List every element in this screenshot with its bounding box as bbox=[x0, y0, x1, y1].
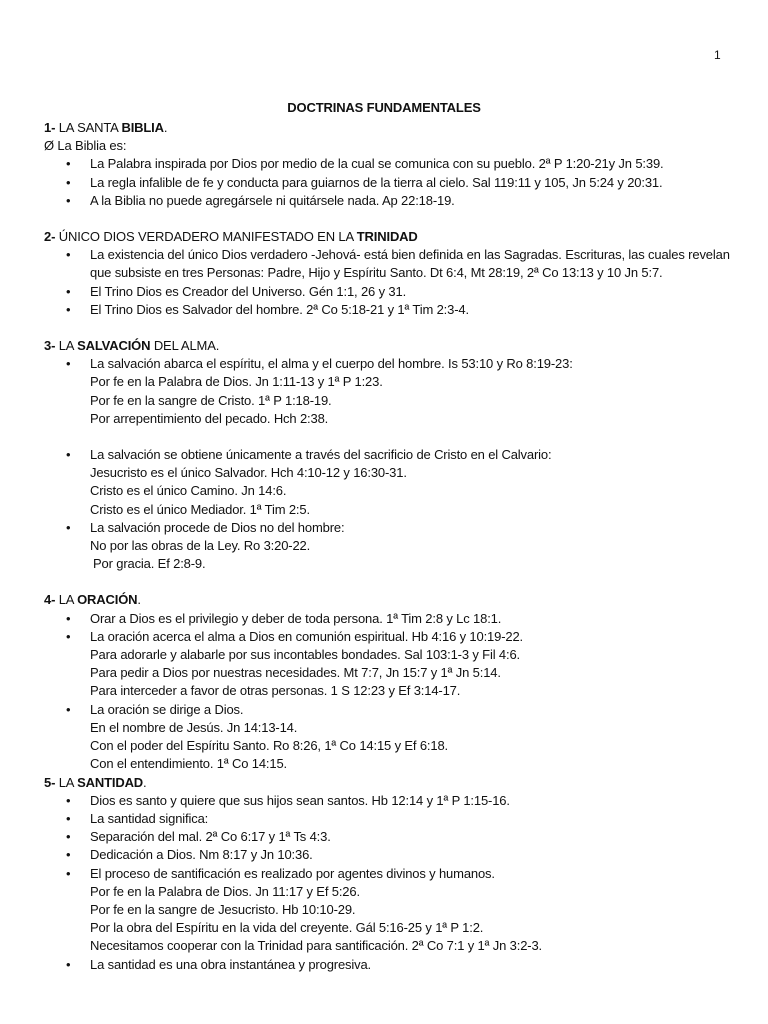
list-item-text: El proceso de santificación es realizado por agentes divinos y humanos. bbox=[90, 865, 495, 881]
sub-item: Con el entendimiento. 1ª Co 14:15. bbox=[90, 756, 288, 772]
sub-item: Para interceder a favor de otras personas. 1 S 12:23 y Ef 3:14-17. bbox=[90, 683, 461, 699]
section-2-heading bbox=[44, 228, 734, 246]
list-item-text: La Palabra inspirada por Dios por medio de la cual se comunica con su pueblo. 2ª P 1:20-21y Jn 5:39. bbox=[90, 156, 664, 172]
list-item-text: Dios es santo y quiere que sus hijos sean santos. Hb 12:14 y 1ª P 1:15-16. bbox=[90, 792, 510, 808]
section-heading-text: LA SANTA bbox=[55, 120, 122, 135]
list-item bbox=[44, 846, 734, 864]
section-5-heading bbox=[44, 774, 734, 792]
section-heading-keyword: BIBLIA bbox=[121, 120, 164, 135]
section-number: 3- bbox=[44, 338, 56, 354]
sub-item: Por fe en la Palabra de Dios. Jn 1:11-13 y 1ª P 1:23. bbox=[90, 374, 383, 390]
list-item bbox=[44, 283, 734, 301]
document-title: DOCTRINAS FUNDAMENTALES bbox=[287, 100, 481, 115]
sub-item: Por fe en la sangre de Cristo. 1ª P 1:18-19. bbox=[90, 392, 332, 408]
section-3-heading bbox=[44, 337, 734, 355]
list-item-text: La santidad significa: bbox=[90, 810, 209, 826]
list-item bbox=[44, 155, 734, 173]
list-item-text: El Trino Dios es Creador del Universo. Gén 1:1, 26 y 31. bbox=[90, 283, 407, 299]
section-number: 5- bbox=[44, 774, 56, 790]
section-1-heading bbox=[44, 119, 734, 137]
section-heading-text: ÚNICO DIOS VERDADERO MANIFESTADO EN LA bbox=[55, 229, 357, 245]
list-item bbox=[44, 355, 734, 373]
sub-item: Por fe en la sangre de Jesucristo. Hb 10:10-29. bbox=[90, 901, 356, 917]
list-item bbox=[44, 192, 734, 210]
section-1-intro: Ø La Biblia es: bbox=[44, 138, 127, 154]
sub-item: Por la obra del Espíritu en la vida del creyente. Gál 5:16-25 y 1ª P 1:2. bbox=[90, 920, 484, 936]
section-heading-text: LA bbox=[55, 592, 78, 608]
section-heading-text: LA bbox=[55, 774, 78, 790]
section-heading-keyword: SALVACIÓN bbox=[77, 338, 151, 354]
section-4-heading bbox=[44, 591, 734, 609]
section-heading-suffix: DEL ALMA. bbox=[150, 338, 220, 354]
list-item bbox=[44, 810, 734, 828]
list-item-text: A la Biblia no puede agregársele ni quitársele nada. Ap 22:18-19. bbox=[90, 192, 455, 208]
list-item-text: La santidad es una obra instantánea y progresiva. bbox=[90, 956, 372, 972]
list-item-text: La salvación procede de Dios no del hombre: bbox=[90, 519, 345, 535]
section-heading-suffix: . bbox=[163, 120, 168, 135]
list-item-text: Orar a Dios es el privilegio y deber de toda persona. 1ª Tim 2:8 y Lc 18:1. bbox=[90, 610, 502, 626]
page-number: 1 bbox=[714, 48, 721, 62]
sub-item: Por arrepentimiento del pecado. Hch 2:38. bbox=[90, 410, 329, 426]
section-heading-keyword: TRINIDAD bbox=[356, 229, 418, 245]
section-heading-suffix: . bbox=[137, 592, 141, 608]
section-heading-keyword: ORACIÓN bbox=[77, 592, 138, 608]
sub-item: Jesucristo es el único Salvador. Hch 4:10-12 y 16:30-31. bbox=[90, 465, 407, 481]
list-item bbox=[44, 174, 734, 192]
list-item-text: El Trino Dios es Salvador del hombre. 2ª Co 5:18-21 y 1ª Tim 2:3-4. bbox=[90, 301, 469, 317]
list-item bbox=[44, 792, 734, 810]
list-item-text: La salvación se obtiene únicamente a través del sacrificio de Cristo en el Calvario: bbox=[90, 447, 552, 463]
list-item-continuation: que subsiste en tres Personas: Padre, Hijo y Espíritu Santo. Dt 6:4, Mt 28:19, 2ª Co 13:13 y 10 Jn 5:7. bbox=[90, 265, 663, 281]
section-heading-keyword: SANTIDAD bbox=[77, 774, 144, 790]
list-item bbox=[44, 301, 734, 319]
list-item-text: La existencia del único Dios verdadero -Jehová- está bien definida en las Sagradas. Escrituras, las cuales revelan bbox=[90, 247, 730, 263]
list-item bbox=[44, 628, 734, 646]
sub-item: Cristo es el único Mediador. 1ª Tim 2:5. bbox=[90, 501, 310, 517]
section-number: 4- bbox=[44, 592, 56, 608]
section-heading-suffix: . bbox=[143, 774, 147, 790]
sub-item: En el nombre de Jesús. Jn 14:13-14. bbox=[90, 719, 298, 735]
section-heading-text: LA bbox=[55, 338, 78, 354]
list-item-text: La oración se dirige a Dios. bbox=[90, 701, 244, 717]
sub-item: Cristo es el único Camino. Jn 14:6. bbox=[90, 483, 287, 499]
sub-item: Por fe en la Palabra de Dios. Jn 11:17 y Ef 5:26. bbox=[90, 883, 360, 899]
list-item bbox=[44, 956, 734, 974]
sub-item: No por las obras de la Ley. Ro 3:20-22. bbox=[90, 538, 311, 554]
list-item-text: Separación del mal. 2ª Co 6:17 y 1ª Ts 4:3. bbox=[90, 829, 331, 845]
sub-item: Con el poder del Espíritu Santo. Ro 8:26, 1ª Co 14:15 y Ef 6:18. bbox=[90, 738, 448, 754]
sub-item: Para adorarle y alabarle por sus incontables bondades. Sal 103:1-3 y Fil 4:6. bbox=[90, 647, 520, 663]
list-item-text: La oración acerca el alma a Dios en comunión espiritual. Hb 4:16 y 10:19-22. bbox=[90, 628, 524, 644]
sub-item: Para pedir a Dios por nuestras necesidades. Mt 7:7, Jn 15:7 y 1ª Jn 5:14. bbox=[90, 665, 501, 681]
sub-item: Por gracia. Ef 2:8-9. bbox=[93, 556, 206, 572]
list-item bbox=[44, 828, 734, 846]
section-number: 2- bbox=[44, 229, 56, 245]
list-item-text: Dedicación a Dios. Nm 8:17 y Jn 10:36. bbox=[90, 847, 313, 863]
list-item bbox=[44, 610, 734, 628]
sub-item: Necesitamos cooperar con la Trinidad para santificación. 2ª Co 7:1 y 1ª Jn 3:2-3. bbox=[90, 938, 542, 954]
list-item bbox=[44, 519, 734, 537]
section-number: 1- bbox=[44, 120, 56, 135]
list-item bbox=[44, 246, 734, 264]
list-item bbox=[44, 446, 734, 464]
list-item-text: La regla infalible de fe y conducta para guiarnos de la tierra al cielo. Sal 119:11 y 105, Jn 5:24 y 20:31. bbox=[90, 174, 663, 190]
list-item bbox=[44, 865, 734, 883]
list-item-text: La salvación abarca el espíritu, el alma y el cuerpo del hombre. Is 53:10 y Ro 8:19-23: bbox=[90, 356, 573, 372]
list-item bbox=[44, 701, 734, 719]
document-body bbox=[44, 119, 734, 974]
